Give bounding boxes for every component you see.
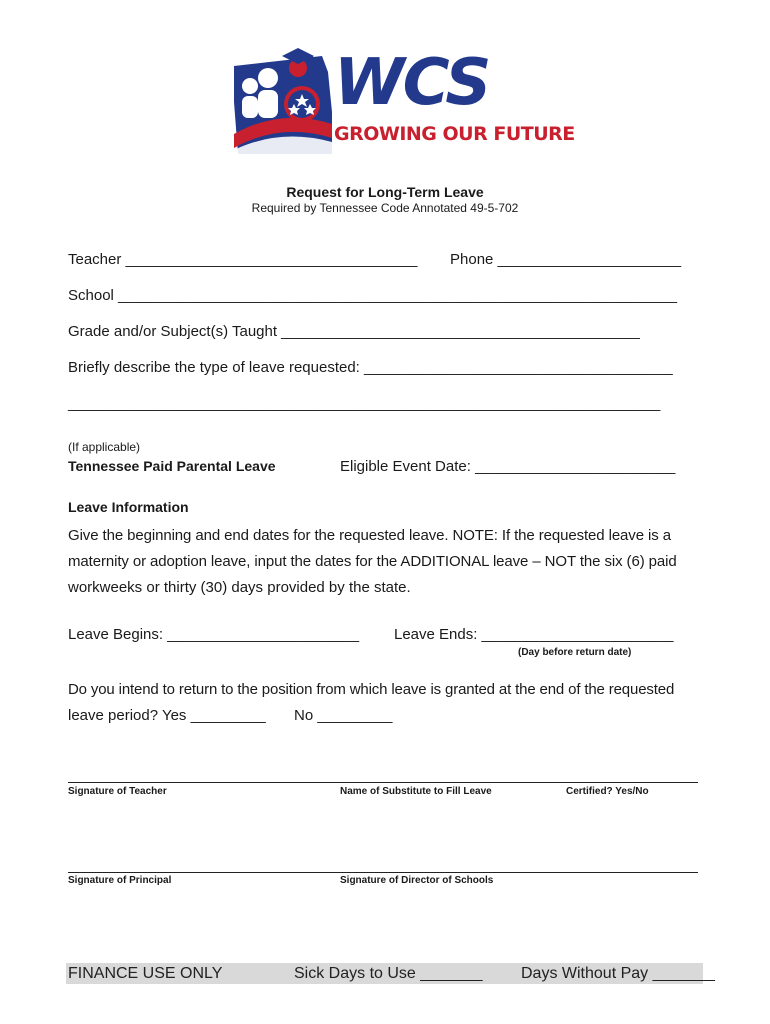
- return-question-line-1: Do you intend to return to the position from which leave is granted at the end of the requested: [68, 681, 675, 698]
- phone-field[interactable]: Phone ______________________: [450, 251, 682, 268]
- teacher-field[interactable]: Teacher ___________________________________: [68, 251, 418, 268]
- grade-subject-field[interactable]: Grade and/or Subject(s) Taught ___________________________________________: [68, 323, 640, 340]
- wcs-logo: [230, 42, 575, 172]
- signature-of-director-label: Signature of Director of Schools: [340, 875, 494, 886]
- eligible-event-date-field[interactable]: Eligible Event Date: ________________________: [340, 458, 676, 475]
- form-title: Request for Long-Term Leave: [286, 184, 484, 200]
- leave-type-field[interactable]: Briefly describe the type of leave requested: _____________________________________: [68, 359, 673, 376]
- signature-line-2: [68, 872, 698, 873]
- school-field[interactable]: School ___________________________________________________________________: [68, 287, 677, 304]
- signature-of-teacher-label: Signature of Teacher: [68, 786, 167, 797]
- return-yes-field[interactable]: leave period? Yes _________: [68, 707, 266, 724]
- signature-line-1: [68, 782, 698, 783]
- leave-information-heading: Leave Information: [68, 499, 189, 515]
- signature-of-principal-label: Signature of Principal: [68, 875, 172, 886]
- finance-use-only-label: FINANCE USE ONLY: [68, 965, 223, 982]
- if-applicable-note: (If applicable): [68, 440, 141, 454]
- return-no-field[interactable]: No _________: [294, 707, 393, 724]
- days-without-pay-field[interactable]: Days Without Pay _______: [521, 965, 715, 982]
- person-icon: [242, 78, 258, 94]
- logo-tagline: GROWING OUR FUTURE: [334, 123, 575, 145]
- certified-label: Certified? Yes/No: [566, 786, 649, 797]
- day-before-return-note: (Day before return date): [518, 647, 632, 658]
- leave-info-line-1: Give the beginning and end dates for the requested leave. NOTE: If the requested leave is a: [68, 527, 671, 544]
- leave-ends-field[interactable]: Leave Ends: _______________________: [394, 626, 674, 643]
- sick-days-field[interactable]: Sick Days to Use _______: [294, 965, 483, 982]
- leave-info-line-2: maternity or adoption leave, input the dates for the ADDITIONAL leave – NOT the six (6) paid: [68, 553, 677, 570]
- parental-leave-label: Tennessee Paid Parental Leave: [68, 458, 276, 474]
- leave-info-line-3: workweeks or thirty (30) days provided by the state.: [68, 579, 411, 596]
- substitute-name-label: Name of Substitute to Fill Leave: [340, 786, 492, 797]
- form-subtitle: Required by Tennessee Code Annotated 49-5-702: [251, 201, 519, 215]
- leave-type-field-line2[interactable]: _______________________________________________________________________: [68, 395, 661, 412]
- person-icon: [258, 68, 278, 88]
- leave-begins-field[interactable]: Leave Begins: _______________________: [68, 626, 360, 643]
- logo-wordmark: WCS: [334, 46, 490, 120]
